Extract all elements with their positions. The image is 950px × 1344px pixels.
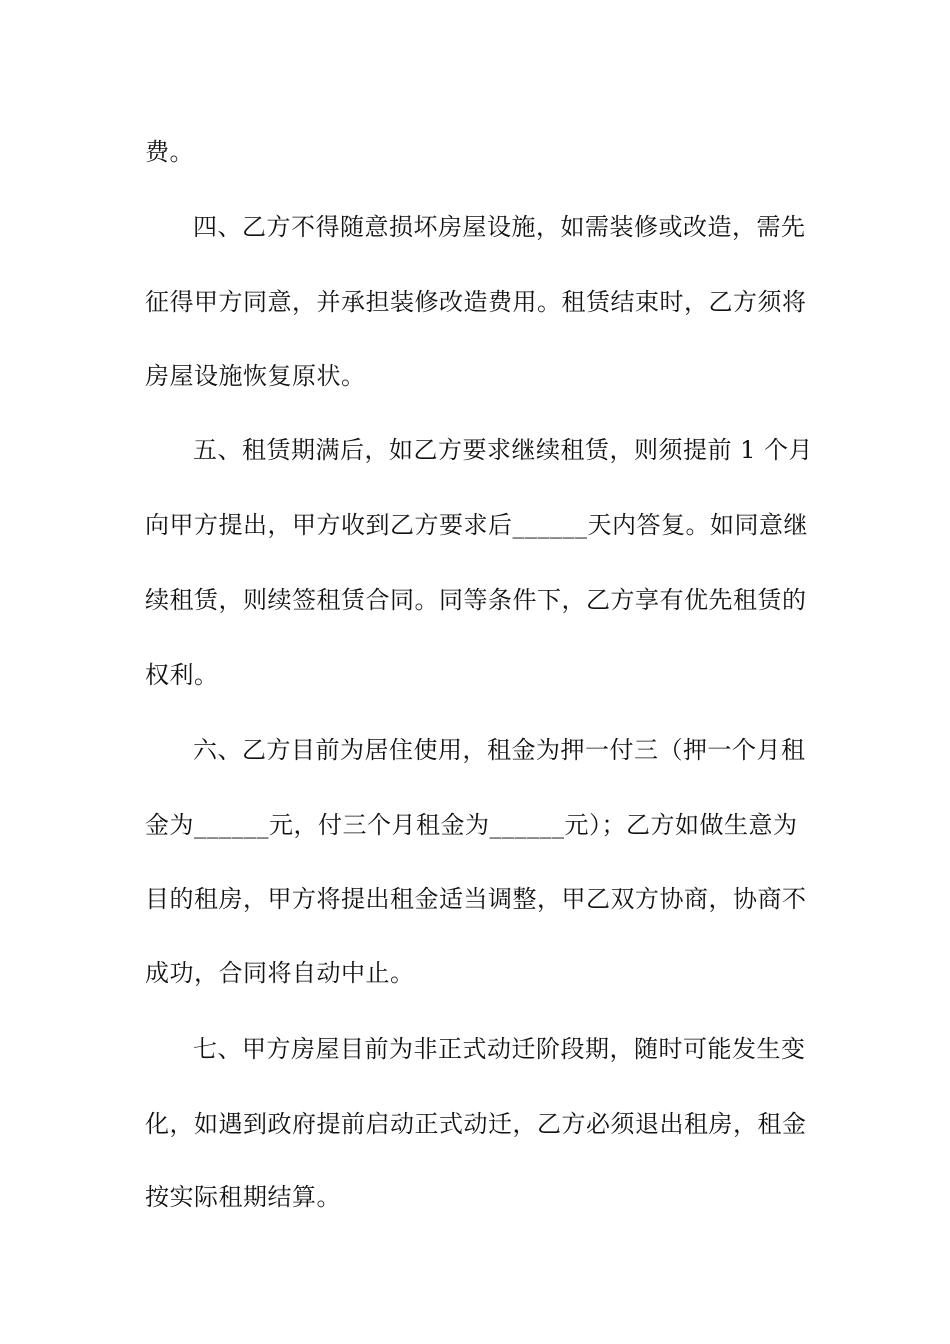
clause-6-line-2: 金为______元，付三个月租金为______元）；乙方如做生意为 (145, 811, 798, 839)
clause-3-end: 费。 (145, 138, 194, 166)
clause-7-line-3: 按实际租期结算。 (145, 1183, 341, 1211)
clause-6-line-4: 成功，合同将自动中止。 (145, 959, 415, 987)
clause-4-line-1: 四、乙方不得随意损坏房屋设施，如需装修或改造，需先 (193, 213, 806, 241)
clause-4-line-3: 房屋设施恢复原状。 (145, 362, 366, 390)
clause-4-line-2: 征得甲方同意，并承担装修改造费用。租赁结束时，乙方须将 (145, 288, 807, 316)
clause-6-line-1: 六、乙方目前为居住使用，租金为押一付三（押一个月租 (193, 736, 806, 764)
clause-7-line-1: 七、甲方房屋目前为非正式动迁阶段期，随时可能发生变 (193, 1035, 806, 1063)
clause-7-line-2: 化，如遇到政府提前启动正式动迁，乙方必须退出租房，租金 (145, 1110, 807, 1138)
clause-5-line-1: 五、租赁期满后，如乙方要求继续租赁，则须提前 1 个月 (193, 436, 814, 464)
clause-5-line-4: 权利。 (145, 661, 219, 689)
clause-5-line-2: 向甲方提出，甲方收到乙方要求后______天内答复。如同意继 (145, 511, 808, 539)
clause-6-line-3: 目的租房，甲方将提出租金适当调整，甲乙双方协商，协商不 (145, 885, 807, 913)
clause-5-line-3: 续租赁，则续签租赁合同。同等条件下，乙方享有优先租赁的 (145, 586, 807, 614)
